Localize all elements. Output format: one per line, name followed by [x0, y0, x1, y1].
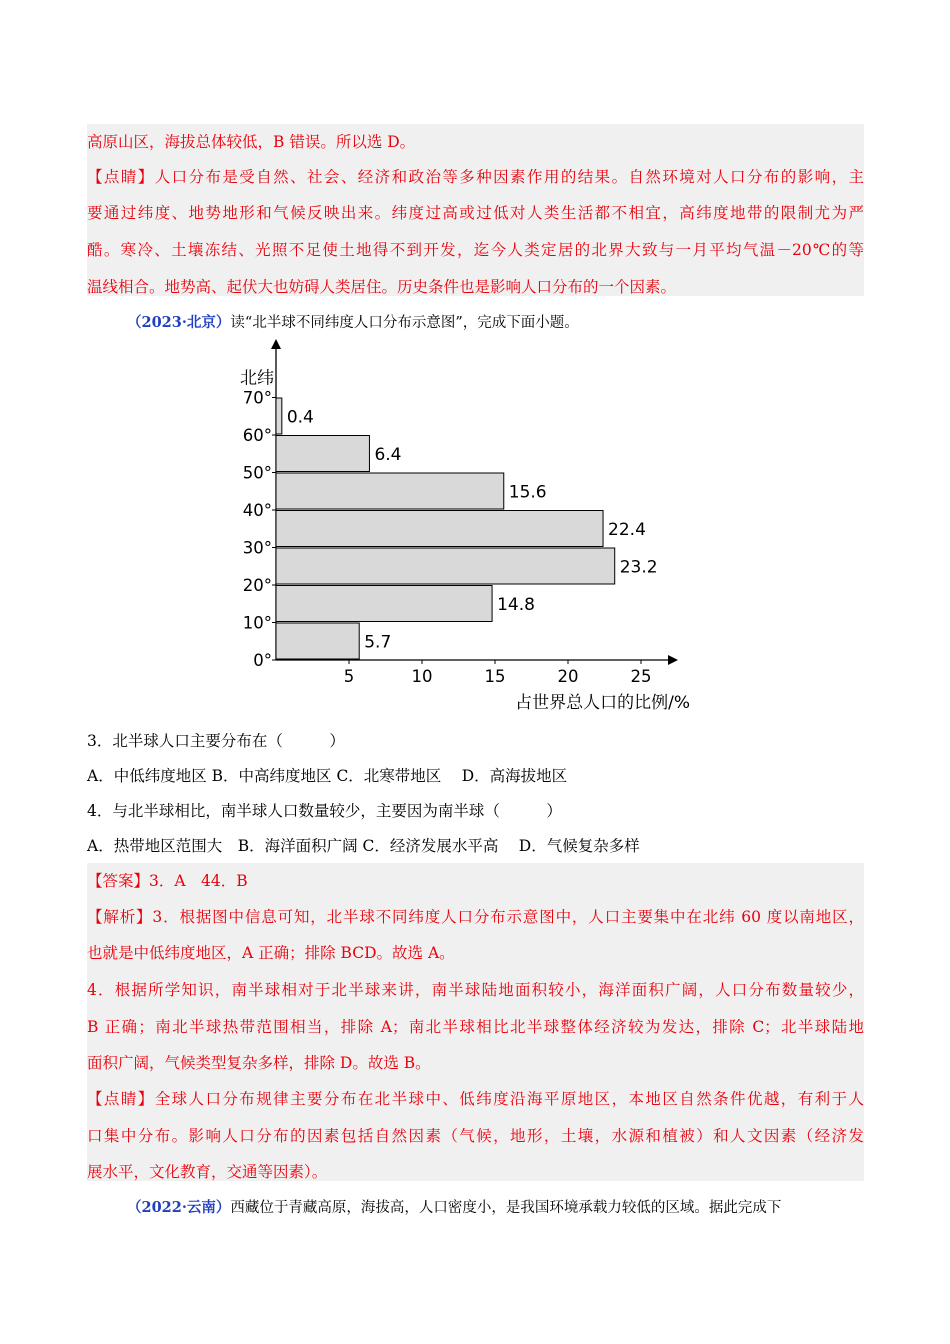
- text-line: B 正确；南北半球热带范围相当，排除 A；南北半球相比北半球整体经济较为发达，排除 C；北半球陆地: [87, 1018, 864, 1036]
- y-tick-label: 70°: [242, 388, 272, 408]
- text-line: 4．根据所学知识，南半球相对于北半球来讲，南半球陆地面积较小，海洋面积广阔，人口分布数量较少，: [87, 981, 864, 999]
- x-tick-label: 5: [343, 667, 355, 686]
- next-question-intro: [127, 1196, 781, 1217]
- answer-line: 【答案】3．A 44．B: [87, 872, 248, 890]
- y-tick-label: 0°: [253, 651, 272, 670]
- bar: [276, 548, 615, 584]
- bar-value-label: 23.2: [619, 557, 658, 578]
- x-tick-label: 10: [411, 667, 433, 686]
- text-line: 面积广阔，气候类型复杂多样，排除 D。故选 B。: [87, 1054, 431, 1072]
- x-tick-label: 20: [557, 667, 579, 686]
- bar: [276, 398, 282, 434]
- y-axis-arrow: [271, 339, 281, 349]
- text-line: 酷。寒冷、土壤冻结、光照不足使土地得不到开发，迄今人类定居的北界大致与一月平均气温－20℃的等: [87, 241, 864, 259]
- source-tag: （2023·北京）: [127, 314, 231, 331]
- bar-value-label: 5.7: [364, 632, 392, 653]
- y-tick-label: 60°: [242, 426, 272, 445]
- x-tick-label: 25: [630, 667, 652, 686]
- x-axis-label: 占世界总人口的比例/%: [515, 693, 690, 713]
- bar: [276, 436, 369, 472]
- y-tick-label: 30°: [242, 538, 272, 558]
- text-line: 展水平，文化教育，交通等因素）。: [87, 1163, 328, 1181]
- question-3: 3．北半球人口主要分布在（ ）: [87, 732, 345, 750]
- intro-text: 读“北半球不同纬度人口分布示意图”，完成下面小题。: [230, 315, 579, 331]
- bar-value-label: 15.6: [508, 482, 547, 503]
- population-latitude-chart: [230, 335, 710, 715]
- text-line: 【解析】3．根据图中信息可知，北半球不同纬度人口分布示意图中，人口主要集中在北纬 60 度以南地区，: [87, 908, 864, 926]
- source-tag: （2022·云南）: [127, 1199, 231, 1216]
- text-line: 也就是中低纬度地区，A 正确；排除 BCD。故选 A。: [87, 944, 455, 962]
- text-line: 【点睛】全球人口分布规律主要分布在北半球中、低纬度沿海平原地区，本地区自然条件优越，有利于人: [87, 1090, 864, 1108]
- intro-text: 西藏位于青藏高原，海拔高，人口密度小，是我国环境承载力较低的区域。据此完成下: [230, 1200, 782, 1216]
- y-tick-label: 20°: [242, 576, 272, 595]
- bar-value-label: 14.8: [497, 594, 535, 615]
- text-line: 口集中分布。影响人口分布的因素包括自然因素（气候，地形，土壤，水源和植被）和人文因素（经济发: [87, 1127, 864, 1145]
- question-4: 4．与北半球相比，南半球人口数量较少，主要因为南半球（ ）: [87, 802, 562, 820]
- question-intro: [127, 311, 579, 332]
- y-tick-label: 10°: [242, 613, 272, 633]
- bar: [276, 473, 504, 509]
- bar-value-label: 0.4: [286, 407, 314, 428]
- question-3-options: A．中低纬度地区 B．中高纬度地区 C．北寒带地区 D．高海拔地区: [87, 767, 568, 785]
- y-tick-label: 40°: [242, 501, 272, 520]
- bar: [276, 586, 492, 622]
- question-4-options: A．热带地区范围大 B．海洋面积广阔 C．经济发展水平高 D．气候复杂多样: [87, 837, 640, 855]
- bar: [276, 511, 603, 547]
- x-tick-label: 15: [484, 667, 506, 686]
- y-tick-label: 50°: [242, 463, 272, 483]
- y-axis-label: 北纬: [240, 368, 274, 389]
- text-line: 【点睛】人口分布是受自然、社会、经济和政治等多种因素作用的结果。自然环境对人口分布的影响，主: [87, 168, 864, 186]
- bar-value-label: 22.4: [608, 519, 646, 540]
- bar-value-label: 6.4: [374, 444, 402, 465]
- text-line: 高原山区，海拔总体较低，B 错误。所以选 D。: [87, 133, 416, 151]
- text-line: 温线相合。地势高、起伏大也妨碍人类居住。历史条件也是影响人口分布的一个因素。: [87, 278, 677, 296]
- x-axis-arrow: [668, 655, 678, 665]
- text-line: 要通过纬度、地势地形和气候反映出来。纬度过高或过低对人类生活都不相宜，高纬度地带的限制尤为严: [87, 204, 864, 222]
- bar: [276, 623, 359, 659]
